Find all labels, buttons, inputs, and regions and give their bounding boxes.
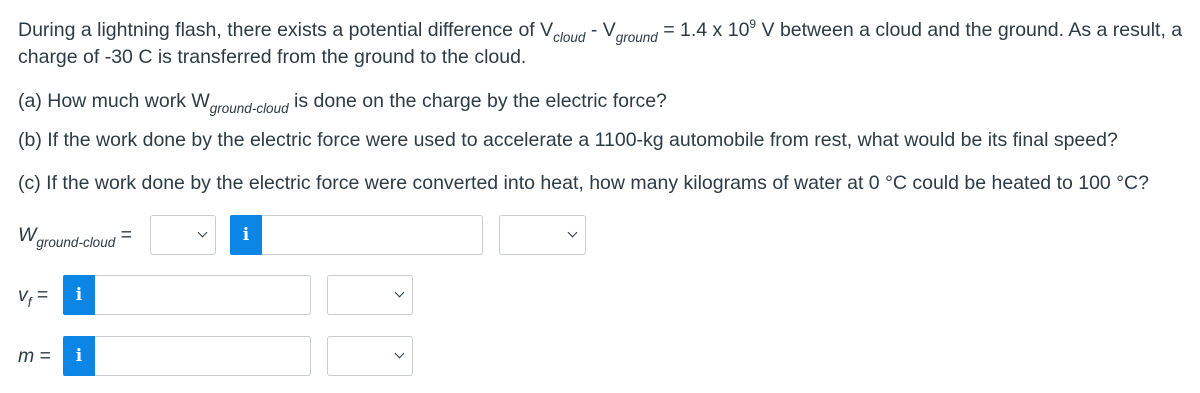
answer-m-label [18,345,63,368]
chevron-down-icon [395,349,405,359]
mass-value-input[interactable] [95,336,311,376]
intro-text-2: - V [585,19,616,41]
work-unit-select[interactable] [499,215,586,255]
question-b: (b) If the work done by the electric force were used to accelerate a 1100-kg automobile from rest, what would be its final speed? [18,129,1118,151]
m-equals: = [34,344,52,367]
problem-intro-line2: charge of -30 C is transferred from the ground to the cloud. [18,46,527,68]
question-c: (c) If the work done by the electric force were converted into heat, how many kilograms of water at 0 °C could be heated to 100 °C? [18,172,1149,194]
w-subscript: ground-cloud [36,234,116,250]
vf-equals: = [31,283,49,306]
work-value-input[interactable] [262,215,483,255]
intro-text-3: = 1.4 x 10 [657,19,750,41]
speed-value-input[interactable] [95,275,311,315]
mass-unit-select[interactable] [327,336,413,376]
chevron-down-icon [568,228,578,238]
question-a [18,88,667,116]
answer-w-label [18,223,150,250]
w-var: W [18,223,37,246]
chevron-down-icon [198,228,208,238]
m-var: m [18,344,35,367]
answer-row-w [18,215,586,255]
intro-text-4: V between a cloud and the ground. As a result, a [756,19,1183,41]
info-icon[interactable]: i [63,336,95,376]
answer-row-m [18,336,413,376]
info-icon[interactable]: i [230,215,262,255]
answer-vf-label [18,283,63,310]
vf-subscript: f [27,294,32,310]
w-equals: = [115,223,133,246]
speed-unit-select[interactable] [327,275,413,315]
intro-text-1: During a lightning flash, there exists a potential difference of V [18,19,554,41]
sign-select[interactable] [150,215,216,255]
answer-row-vf [18,275,413,315]
info-icon[interactable]: i [63,275,95,315]
v-cloud-subscript: cloud [553,30,586,45]
exponent: 9 [749,17,757,31]
question-a-subscript: ground-cloud [209,101,289,116]
v-ground-subscript: ground [615,30,658,45]
question-a-suffix: is done on the charge by the electric force? [288,90,667,112]
vf-var: v [18,283,28,306]
question-a-text: (a) How much work W [18,90,210,112]
problem-intro-line1 [18,17,1182,45]
chevron-down-icon [395,288,405,298]
